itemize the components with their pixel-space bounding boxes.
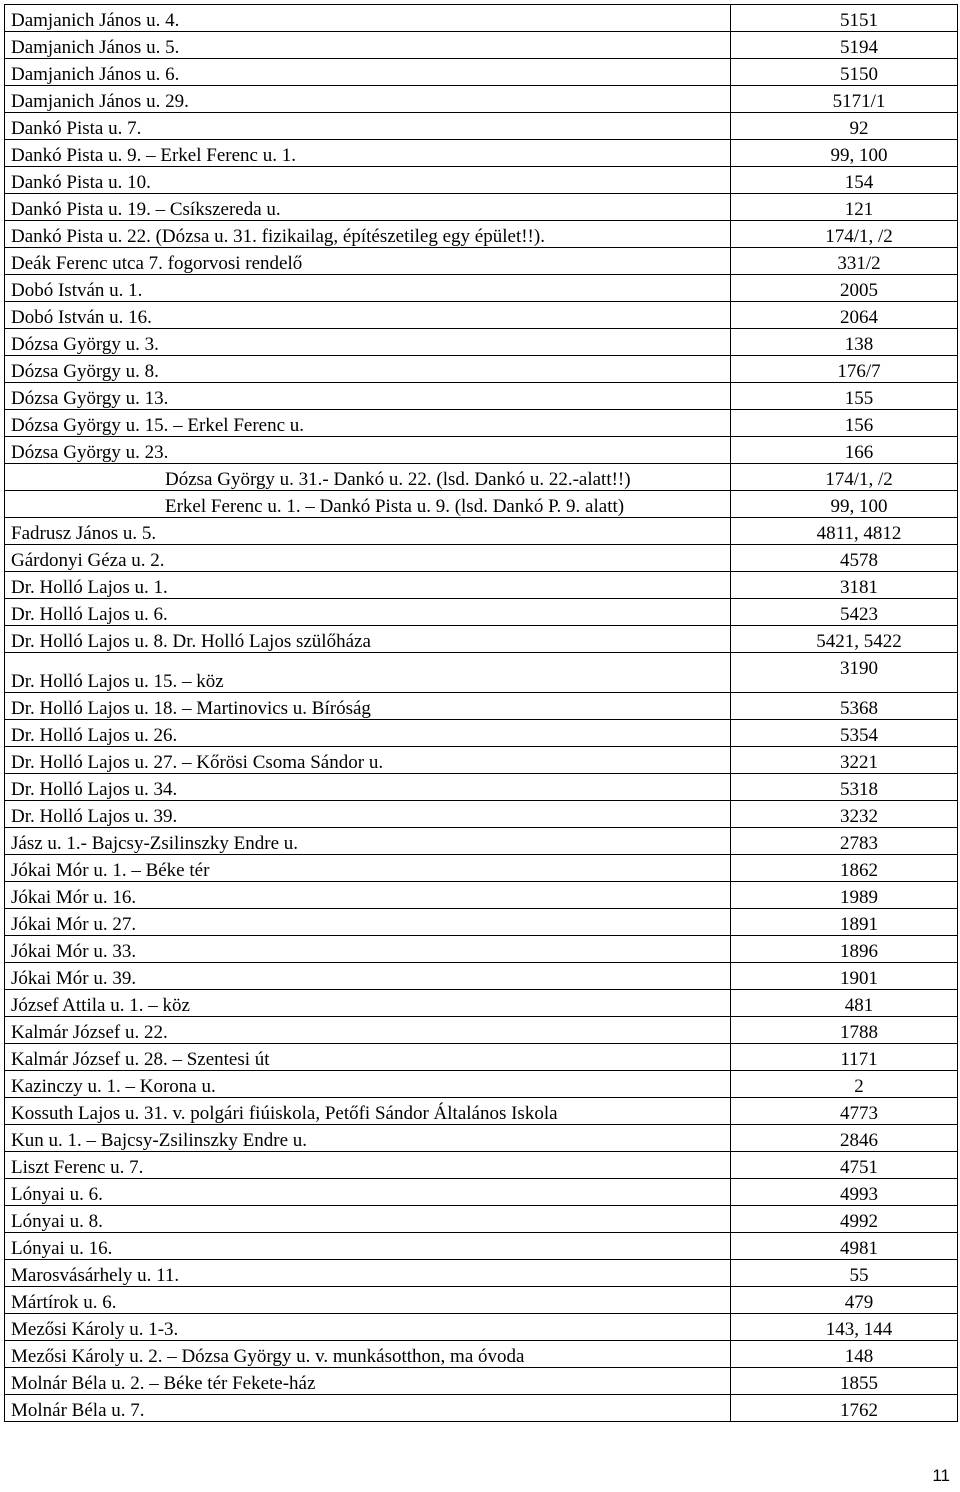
- table-row: [5, 1125, 958, 1152]
- lot-number-cell: 1896: [731, 936, 958, 963]
- lot-number-cell: 148: [731, 1341, 958, 1368]
- address-cell: Dr. Holló Lajos u. 39.: [5, 801, 731, 828]
- address-cell: Fadrusz János u. 5.: [5, 518, 731, 545]
- address-cell: Kun u. 1. – Bajcsy-Zsilinszky Endre u.: [5, 1125, 731, 1152]
- lot-number-cell: 121: [731, 194, 958, 221]
- address-cell: Dr. Holló Lajos u. 8. Dr. Holló Lajos szülőháza: [5, 626, 731, 653]
- address-cell: Mezősi Károly u. 2. – Dózsa György u. v. munkásotthon, ma óvoda: [5, 1341, 731, 1368]
- address-cell: Erkel Ferenc u. 1. – Dankó Pista u. 9. (lsd. Dankó P. 9. alatt): [5, 491, 731, 518]
- lot-number-cell: 1901: [731, 963, 958, 990]
- lot-number-cell: 3221: [731, 747, 958, 774]
- address-cell: Damjanich János u. 5.: [5, 32, 731, 59]
- table-row: [5, 653, 958, 693]
- lot-number-cell: 3190: [731, 653, 958, 693]
- address-cell: Dózsa György u. 8.: [5, 356, 731, 383]
- lot-number-cell: 176/7: [731, 356, 958, 383]
- lot-number-cell: 1788: [731, 1017, 958, 1044]
- table-row: [5, 1395, 958, 1422]
- address-cell: Dózsa György u. 13.: [5, 383, 731, 410]
- lot-number-cell: 1891: [731, 909, 958, 936]
- address-cell: Dr. Holló Lajos u. 34.: [5, 774, 731, 801]
- table-row: [5, 693, 958, 720]
- lot-number-cell: 4981: [731, 1233, 958, 1260]
- address-cell: Dankó Pista u. 10.: [5, 167, 731, 194]
- table-row: [5, 1098, 958, 1125]
- lot-number-cell: 5421, 5422: [731, 626, 958, 653]
- lot-number-cell: 143, 144: [731, 1314, 958, 1341]
- lot-number-cell: 55: [731, 1260, 958, 1287]
- address-cell: Deák Ferenc utca 7. fogorvosi rendelő: [5, 248, 731, 275]
- address-cell: Lónyai u. 6.: [5, 1179, 731, 1206]
- table-row: [5, 1152, 958, 1179]
- lot-number-cell: 4578: [731, 545, 958, 572]
- table-row: [5, 86, 958, 113]
- lot-number-cell: 4773: [731, 1098, 958, 1125]
- address-cell: Jász u. 1.- Bajcsy-Zsilinszky Endre u.: [5, 828, 731, 855]
- address-cell: Dózsa György u. 23.: [5, 437, 731, 464]
- lot-number-cell: 2064: [731, 302, 958, 329]
- table-row: [5, 275, 958, 302]
- table-row: [5, 747, 958, 774]
- page-number: 11: [932, 1466, 950, 1485]
- table-row: [5, 882, 958, 909]
- lot-number-cell: 5368: [731, 693, 958, 720]
- lot-number-cell: 3232: [731, 801, 958, 828]
- lot-number-cell: 4992: [731, 1206, 958, 1233]
- address-cell: Molnár Béla u. 7.: [5, 1395, 731, 1422]
- lot-number-cell: 2: [731, 1071, 958, 1098]
- lot-number-cell: 479: [731, 1287, 958, 1314]
- lot-number-cell: 4993: [731, 1179, 958, 1206]
- table-row: [5, 491, 958, 518]
- lot-number-cell: 99, 100: [731, 140, 958, 167]
- lot-number-cell: 154: [731, 167, 958, 194]
- lot-number-cell: 4751: [731, 1152, 958, 1179]
- address-table: [4, 4, 958, 1422]
- table-row: [5, 1044, 958, 1071]
- address-cell: Marosvásárhely u. 11.: [5, 1260, 731, 1287]
- address-cell: Dr. Holló Lajos u. 6.: [5, 599, 731, 626]
- lot-number-cell: 1989: [731, 882, 958, 909]
- address-cell: Jókai Mór u. 27.: [5, 909, 731, 936]
- table-row: [5, 801, 958, 828]
- table-row: [5, 855, 958, 882]
- address-cell: Molnár Béla u. 2. – Béke tér Fekete-ház: [5, 1368, 731, 1395]
- lot-number-cell: 5354: [731, 720, 958, 747]
- address-cell: Dankó Pista u. 7.: [5, 113, 731, 140]
- address-cell: Dr. Holló Lajos u. 15. – köz: [5, 653, 731, 693]
- table-row: [5, 1341, 958, 1368]
- table-row: [5, 936, 958, 963]
- table-row: [5, 248, 958, 275]
- lot-number-cell: 1855: [731, 1368, 958, 1395]
- address-cell: Dankó Pista u. 9. – Erkel Ferenc u. 1.: [5, 140, 731, 167]
- address-cell: Dankó Pista u. 19. – Csíkszereda u.: [5, 194, 731, 221]
- table-row: [5, 572, 958, 599]
- table-row: [5, 828, 958, 855]
- table-row: [5, 1071, 958, 1098]
- lot-number-cell: 481: [731, 990, 958, 1017]
- address-cell: Damjanich János u. 4.: [5, 5, 731, 32]
- address-cell: Mezősi Károly u. 1-3.: [5, 1314, 731, 1341]
- table-row: [5, 59, 958, 86]
- lot-number-cell: 2846: [731, 1125, 958, 1152]
- table-row: [5, 194, 958, 221]
- address-cell: Jókai Mór u. 1. – Béke tér: [5, 855, 731, 882]
- lot-number-cell: 2783: [731, 828, 958, 855]
- lot-number-cell: 99, 100: [731, 491, 958, 518]
- table-row: [5, 5, 958, 32]
- address-cell: Mártírok u. 6.: [5, 1287, 731, 1314]
- lot-number-cell: 3181: [731, 572, 958, 599]
- lot-number-cell: 5171/1: [731, 86, 958, 113]
- table-row: [5, 1233, 958, 1260]
- address-cell: Dankó Pista u. 22. (Dózsa u. 31. fizikailag, építészetileg egy épület!!).: [5, 221, 731, 248]
- address-cell: Kalmár József u. 28. – Szentesi út: [5, 1044, 731, 1071]
- table-row: [5, 963, 958, 990]
- table-row: [5, 167, 958, 194]
- table-row: [5, 221, 958, 248]
- address-cell: Dobó István u. 1.: [5, 275, 731, 302]
- table-row: [5, 410, 958, 437]
- address-cell: Jókai Mór u. 33.: [5, 936, 731, 963]
- address-cell: Jókai Mór u. 16.: [5, 882, 731, 909]
- table-row: [5, 383, 958, 410]
- table-row: [5, 1206, 958, 1233]
- address-cell: Jókai Mór u. 39.: [5, 963, 731, 990]
- lot-number-cell: 92: [731, 113, 958, 140]
- address-cell: Kossuth Lajos u. 31. v. polgári fiúiskola, Petőfi Sándor Általános Iskola: [5, 1098, 731, 1125]
- address-cell: Dr. Holló Lajos u. 1.: [5, 572, 731, 599]
- table-row: [5, 518, 958, 545]
- table-row: [5, 1314, 958, 1341]
- address-cell: Kalmár József u. 22.: [5, 1017, 731, 1044]
- table-row: [5, 464, 958, 491]
- lot-number-cell: 2005: [731, 275, 958, 302]
- address-cell: Dr. Holló Lajos u. 26.: [5, 720, 731, 747]
- table-row: [5, 545, 958, 572]
- address-cell: Lónyai u. 8.: [5, 1206, 731, 1233]
- address-cell: Dr. Holló Lajos u. 27. – Kőrösi Csoma Sándor u.: [5, 747, 731, 774]
- address-cell: Dózsa György u. 15. – Erkel Ferenc u.: [5, 410, 731, 437]
- table-row: [5, 302, 958, 329]
- address-cell: Damjanich János u. 29.: [5, 86, 731, 113]
- table-row: [5, 113, 958, 140]
- lot-number-cell: 156: [731, 410, 958, 437]
- table-row: [5, 329, 958, 356]
- address-table-body: [5, 5, 958, 1422]
- table-row: [5, 626, 958, 653]
- lot-number-cell: 174/1, /2: [731, 464, 958, 491]
- address-cell: Dózsa György u. 3.: [5, 329, 731, 356]
- address-cell: Gárdonyi Géza u. 2.: [5, 545, 731, 572]
- table-row: [5, 1017, 958, 1044]
- lot-number-cell: 1862: [731, 855, 958, 882]
- address-cell: Dr. Holló Lajos u. 18. – Martinovics u. Bíróság: [5, 693, 731, 720]
- address-cell: József Attila u. 1. – köz: [5, 990, 731, 1017]
- table-row: [5, 720, 958, 747]
- table-row: [5, 774, 958, 801]
- table-row: [5, 909, 958, 936]
- table-row: [5, 599, 958, 626]
- address-cell: Dobó István u. 16.: [5, 302, 731, 329]
- address-cell: Damjanich János u. 6.: [5, 59, 731, 86]
- lot-number-cell: 1171: [731, 1044, 958, 1071]
- lot-number-cell: 4811, 4812: [731, 518, 958, 545]
- address-cell: Dózsa György u. 31.- Dankó u. 22. (lsd. Dankó u. 22.-alatt!!): [5, 464, 731, 491]
- lot-number-cell: 174/1, /2: [731, 221, 958, 248]
- table-row: [5, 1287, 958, 1314]
- address-cell: Lónyai u. 16.: [5, 1233, 731, 1260]
- lot-number-cell: 166: [731, 437, 958, 464]
- table-row: [5, 437, 958, 464]
- table-row: [5, 1260, 958, 1287]
- lot-number-cell: 331/2: [731, 248, 958, 275]
- table-row: [5, 1368, 958, 1395]
- lot-number-cell: 5318: [731, 774, 958, 801]
- lot-number-cell: 5423: [731, 599, 958, 626]
- table-row: [5, 990, 958, 1017]
- lot-number-cell: 138: [731, 329, 958, 356]
- lot-number-cell: 5151: [731, 5, 958, 32]
- table-row: [5, 140, 958, 167]
- address-cell: Kazinczy u. 1. – Korona u.: [5, 1071, 731, 1098]
- lot-number-cell: 5194: [731, 32, 958, 59]
- table-row: [5, 1179, 958, 1206]
- address-cell: Liszt Ferenc u. 7.: [5, 1152, 731, 1179]
- table-row: [5, 32, 958, 59]
- table-row: [5, 356, 958, 383]
- lot-number-cell: 5150: [731, 59, 958, 86]
- lot-number-cell: 1762: [731, 1395, 958, 1422]
- lot-number-cell: 155: [731, 383, 958, 410]
